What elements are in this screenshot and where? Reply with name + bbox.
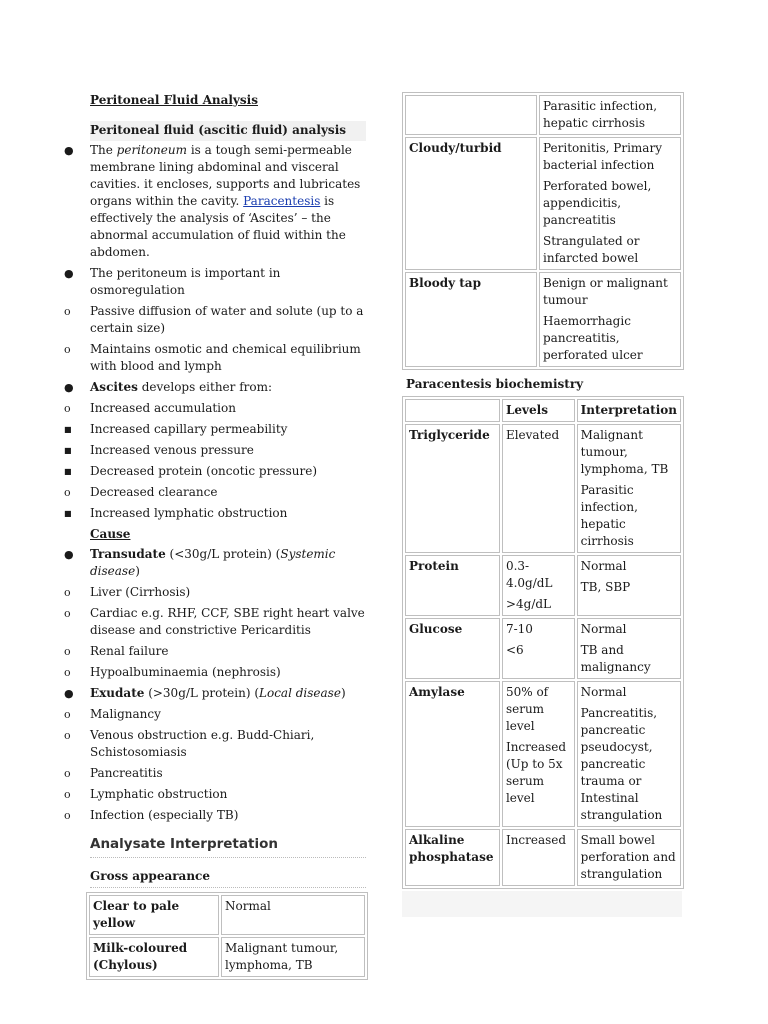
list-item-increased-accumulation: o Increased accumulation bbox=[64, 401, 236, 415]
cell-paragraph: Haemorrhagic pancreatitis, perforated ulcer bbox=[543, 314, 643, 362]
circle-bullet-icon: o bbox=[64, 666, 71, 679]
circle-bullet-icon: o bbox=[64, 809, 71, 822]
list-item: ■ Increased lymphatic obstruction bbox=[64, 506, 288, 520]
bullet-icon: ● bbox=[64, 144, 74, 157]
cell-paragraph: TB and malignancy bbox=[580, 643, 651, 674]
right-column bbox=[402, 92, 684, 917]
table-row bbox=[405, 272, 681, 367]
interpretation-cell bbox=[577, 555, 681, 616]
cell-paragraph: Malignant tumour, lymphoma, TB bbox=[580, 428, 669, 476]
circle-bullet-icon: o bbox=[64, 586, 71, 599]
circle-bullet-icon: o bbox=[64, 305, 71, 318]
cell-paragraph: Small bowel perforation and strangulation bbox=[580, 833, 676, 881]
list-item: ■ Increased capillary permeability bbox=[64, 422, 288, 436]
interpretation-cell bbox=[539, 95, 681, 135]
list-item-transudate: ● Transudate (<30g/L protein) (Systemic disease) bbox=[64, 547, 336, 578]
list-item-decreased-clearance: o Decreased clearance bbox=[64, 485, 218, 499]
levels-cell bbox=[502, 555, 575, 616]
cell-paragraph: Increased (Up to 5x serum level bbox=[505, 740, 567, 805]
cell-paragraph: Normal bbox=[580, 685, 627, 699]
appearance-cell: Clear to pale yellow bbox=[89, 895, 219, 935]
levels-cell bbox=[502, 829, 575, 886]
cell-paragraph: Pancreatitis, pancreatic pseudocyst, pancreatic trauma or Intestinal strangulation bbox=[580, 706, 663, 822]
cell-paragraph: Perforated bowel, appendicitis, pancreatitis bbox=[543, 179, 652, 227]
analyte-cell: Triglyceride bbox=[405, 424, 500, 553]
list-item: ■ Increased venous pressure bbox=[64, 443, 254, 457]
interpretation-cell bbox=[577, 424, 681, 553]
bullet-icon: ● bbox=[64, 548, 74, 561]
table-row bbox=[89, 937, 365, 977]
list-item: o Hypoalbuminaemia (nephrosis) bbox=[64, 665, 281, 679]
section-subtitle: Peritoneal fluid (ascitic fluid) analysis bbox=[90, 121, 366, 141]
circle-bullet-icon: o bbox=[64, 708, 71, 721]
table-row bbox=[405, 618, 681, 679]
cell-paragraph: Peritonitis, Primary bacterial infection bbox=[543, 141, 662, 172]
interpretation-cell bbox=[577, 829, 681, 886]
bullet-icon: ● bbox=[64, 381, 74, 394]
table-row bbox=[405, 95, 681, 135]
cell-paragraph: >4g/dL bbox=[505, 597, 552, 611]
gross-appearance-heading: Gross appearance bbox=[90, 868, 366, 888]
cell-paragraph: Increased bbox=[505, 833, 567, 847]
biochemistry-table bbox=[402, 396, 684, 889]
shaded-spacer bbox=[402, 891, 682, 917]
list-item: o Infection (especially TB) bbox=[64, 808, 239, 822]
appearance-cell bbox=[405, 95, 537, 135]
circle-bullet-icon: o bbox=[64, 788, 71, 801]
analyte-cell: Amylase bbox=[405, 681, 500, 827]
cell-paragraph: Parasitic infection, hepatic cirrhosis bbox=[543, 99, 658, 130]
list-item: o Maintains osmotic and chemical equilibrium with blood and lymph bbox=[64, 342, 361, 373]
table-row bbox=[405, 137, 681, 270]
bullet-icon: ● bbox=[64, 687, 74, 700]
list-item: o Passive diffusion of water and solute (up to a certain size) bbox=[64, 304, 364, 335]
analyte-cell: Protein bbox=[405, 555, 500, 616]
interpretation-cell: Malignant tumour, lymphoma, TB bbox=[221, 937, 365, 977]
gross-appearance-table bbox=[86, 892, 368, 980]
appearance-cell: Milk-coloured (Chylous) bbox=[89, 937, 219, 977]
list-item: o Renal failure bbox=[64, 644, 169, 658]
levels-cell bbox=[502, 681, 575, 827]
interpretation-cell: Normal bbox=[221, 895, 365, 935]
cell-paragraph: Normal bbox=[580, 622, 627, 636]
list-item: ■ Decreased protein (oncotic pressure) bbox=[64, 464, 317, 478]
header-cell: Interpretation bbox=[577, 399, 681, 422]
cause-heading: Cause bbox=[90, 527, 131, 541]
circle-bullet-icon: o bbox=[64, 402, 71, 415]
cell-paragraph: Parasitic infection, hepatic cirrhosis bbox=[580, 483, 638, 548]
analyte-cell: Alkaline phosphatase bbox=[405, 829, 500, 886]
list-item: o Pancreatitis bbox=[64, 766, 163, 780]
table-row bbox=[405, 424, 681, 553]
interpretation-cell bbox=[577, 681, 681, 827]
cell-paragraph: Benign or malignant tumour bbox=[543, 276, 668, 307]
list-item-intro bbox=[64, 142, 366, 261]
table-header-row bbox=[405, 399, 681, 422]
circle-bullet-icon: o bbox=[64, 645, 71, 658]
circle-bullet-icon: o bbox=[64, 729, 71, 742]
paracentesis-link[interactable]: Paracentesis bbox=[243, 194, 321, 208]
table-row bbox=[89, 895, 365, 935]
circle-bullet-icon: o bbox=[64, 767, 71, 780]
cell-paragraph: Normal bbox=[580, 559, 627, 573]
square-bullet-icon: ■ bbox=[64, 509, 72, 518]
interpretation-cell bbox=[539, 272, 681, 367]
cell-paragraph: 0.3-4.0g/dL bbox=[505, 559, 553, 590]
page-title: Peritoneal Fluid Analysis bbox=[90, 93, 258, 107]
list-item: o Cardiac e.g. RHF, CCF, SBE right heart valve disease and constrictive Pericarditis bbox=[64, 606, 365, 637]
analyte-cell: Glucose bbox=[405, 618, 500, 679]
levels-cell bbox=[502, 424, 575, 553]
appearance-cell: Bloody tap bbox=[405, 272, 537, 367]
table-row bbox=[405, 829, 681, 886]
list-item-osmo: ● The peritoneum is important in osmoregulation bbox=[64, 266, 281, 297]
header-cell: Levels bbox=[502, 399, 575, 422]
bullet-icon: ● bbox=[64, 267, 74, 280]
cell-paragraph: <6 bbox=[505, 643, 524, 657]
circle-bullet-icon: o bbox=[64, 486, 71, 499]
levels-cell bbox=[502, 618, 575, 679]
cell-paragraph: 50% of serum level bbox=[505, 685, 549, 733]
appearance-cell: Cloudy/turbid bbox=[405, 137, 537, 270]
analysate-heading: Analysate Interpretation bbox=[90, 828, 366, 858]
list-item: o Malignancy bbox=[64, 707, 161, 721]
square-bullet-icon: ■ bbox=[64, 425, 72, 434]
appearance-continued-table bbox=[402, 92, 684, 370]
table-row bbox=[405, 681, 681, 827]
cell-paragraph: TB, SBP bbox=[580, 580, 631, 594]
square-bullet-icon: ■ bbox=[64, 467, 72, 476]
biochemistry-title: Paracentesis biochemistry bbox=[406, 377, 584, 391]
table-row bbox=[405, 555, 681, 616]
cell-paragraph: Elevated bbox=[505, 428, 560, 442]
list-item-exudate: ● Exudate (>30g/L protein) (Local disease) bbox=[64, 686, 346, 700]
header-cell bbox=[405, 399, 500, 422]
square-bullet-icon: ■ bbox=[64, 446, 72, 455]
list-item: o Liver (Cirrhosis) bbox=[64, 585, 191, 599]
circle-bullet-icon: o bbox=[64, 607, 71, 620]
cell-paragraph: 7-10 bbox=[505, 622, 533, 636]
list-item-ascites: ● Ascites develops either from: bbox=[64, 380, 273, 394]
list-item: o Venous obstruction e.g. Budd-Chiari, Schistosomiasis bbox=[64, 728, 315, 759]
interpretation-cell bbox=[539, 137, 681, 270]
cell-paragraph: Strangulated or infarcted bowel bbox=[543, 234, 640, 265]
interpretation-cell bbox=[577, 618, 681, 679]
left-column bbox=[64, 92, 366, 980]
list-item: o Lymphatic obstruction bbox=[64, 787, 228, 801]
circle-bullet-icon: o bbox=[64, 343, 71, 356]
intro-text: The peritoneum is a tough semi-permeable membrane lining abdominal and visceral cavities. it encloses, supports and lubricates organs within the cavity. Paracentesis is effectively the analysis of ‘Ascites’ – the abnormal accumulation of fluid within the abdomen. bbox=[90, 143, 361, 259]
